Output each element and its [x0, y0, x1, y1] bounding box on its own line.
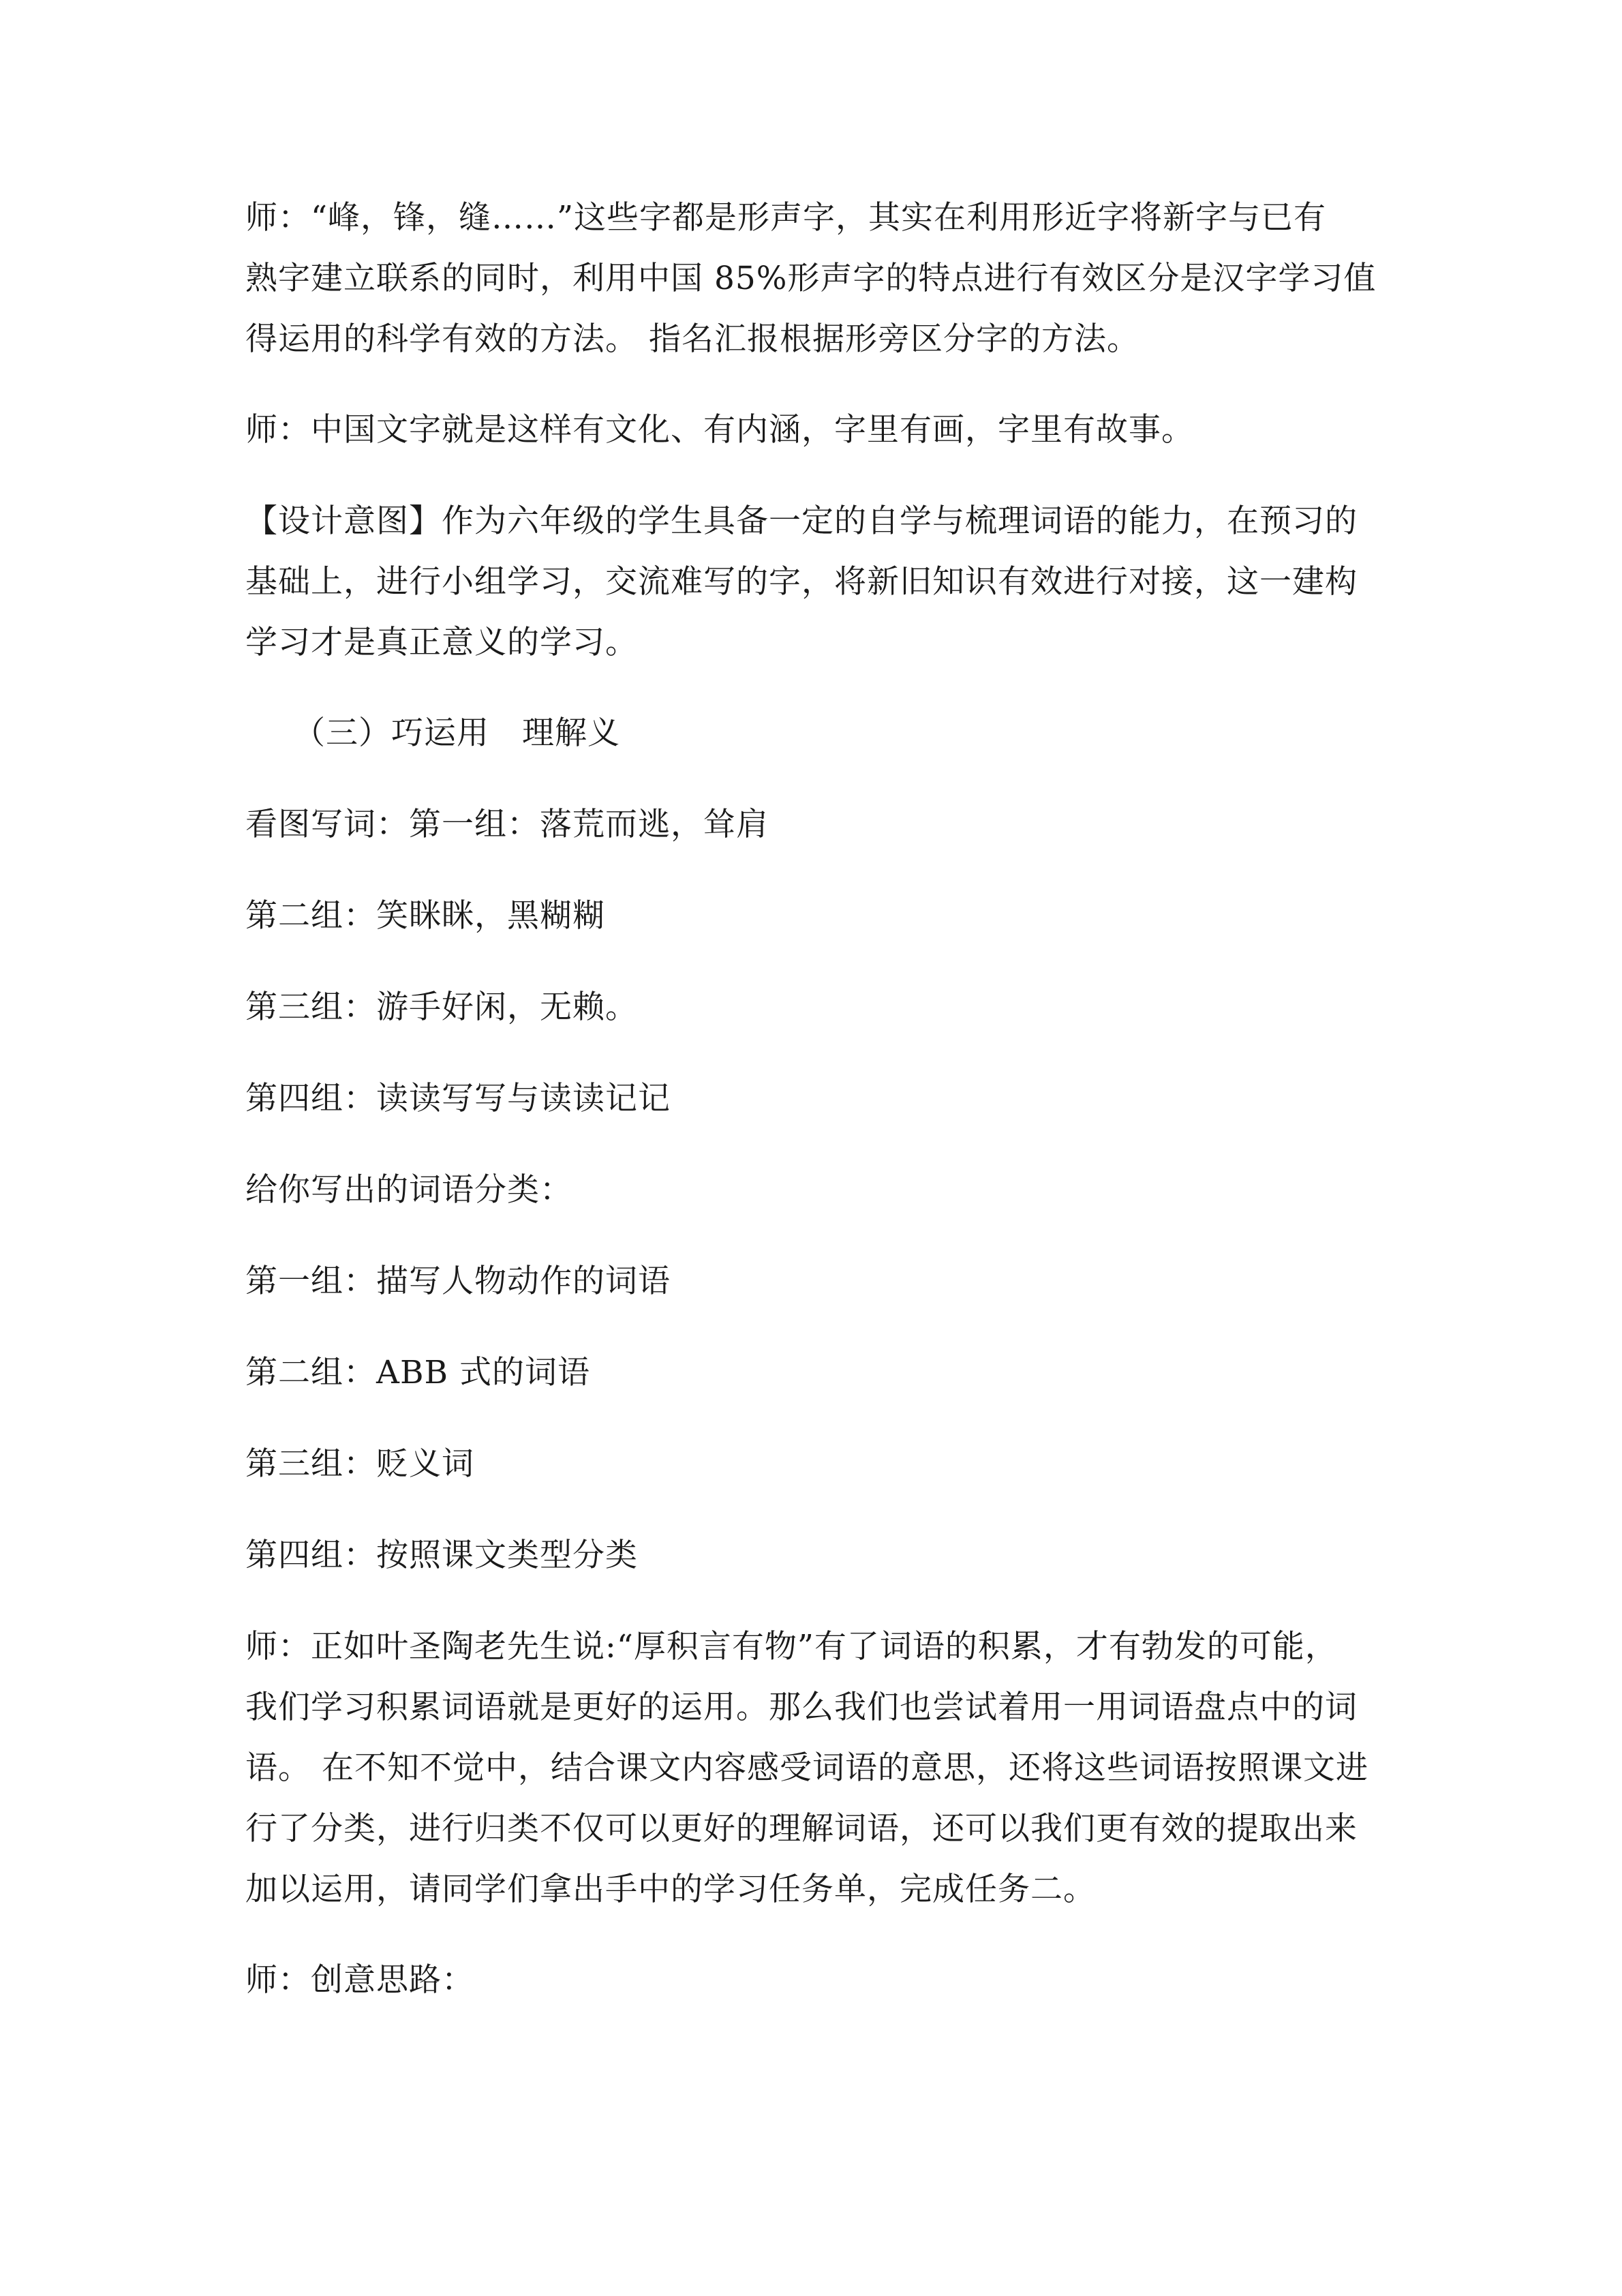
text-line: 【设计意图】作为六年级的学生具备一定的自学与梳理词语的能力，在预习的	[245, 502, 1358, 540]
text-line: 第四组：按照课文类型分类	[245, 1537, 638, 1574]
text-line: 熟字建立联系的同时，利用中国 85%形声字的特点进行有效区分是汉字学习值	[245, 260, 1377, 297]
text-line: 行了分类，进行归类不仅可以更好的理解词语，还可以我们更有效的提取出来	[245, 1810, 1358, 1847]
text-line: 第四组：读读写写与读读记记	[245, 1080, 671, 1117]
text-line: 第二组：ABB 式的词语	[245, 1354, 590, 1391]
text-line: 我们学习积累词语就是更好的运用。那么我们也尝试着用一用词语盘点中的词	[245, 1689, 1358, 1726]
paragraph-picture-words	[245, 794, 1390, 855]
paragraph-teacher-culture	[245, 399, 1390, 460]
paragraph-teacher-creative	[245, 1950, 1390, 2010]
paragraph-teacher-xingsheng	[245, 187, 1390, 369]
text-line: 基础上，进行小组学习，交流难写的字，将新旧知识有效进行对接，这一建构	[245, 563, 1358, 601]
text-line: 师：中国文字就是这样有文化、有内涵，字里有画，字里有故事。	[245, 411, 1194, 449]
paragraph-group-three	[245, 977, 1390, 1038]
text-line: 语。 在不知不觉中，结合课文内容感受词语的意思，还将这些词语按照课文进	[245, 1749, 1368, 1787]
text-line: 第二组：笑眯眯，黑糊糊	[245, 897, 605, 935]
document-body	[245, 187, 1390, 2041]
text-line: 加以运用，请同学们拿出手中的学习任务单，完成任务二。	[245, 1871, 1096, 1908]
paragraph-classify-group-three	[245, 1434, 1390, 1494]
paragraph-classify-group-one	[245, 1251, 1390, 1312]
text-line: （三）巧运用 理解义	[293, 714, 620, 752]
paragraph-teacher-yeshengtao	[245, 1616, 1390, 1920]
paragraph-classify-intro	[245, 1160, 1390, 1220]
text-line: 看图写词：第一组：落荒而逃，耸肩	[245, 806, 769, 843]
paragraph-classify-group-two	[245, 1342, 1390, 1403]
text-line: 师：正如叶圣陶老先生说:“厚积言有物”有了词语的积累，才有勃发的可能，	[245, 1628, 1338, 1665]
paragraph-classify-group-four	[245, 1525, 1390, 1586]
paragraph-group-two	[245, 886, 1390, 946]
text-line: 第一组：描写人物动作的词语	[245, 1263, 671, 1300]
section-heading-three	[245, 703, 1390, 764]
paragraph-group-four	[245, 1068, 1390, 1129]
text-line: 师：创意思路：	[245, 1961, 474, 1999]
text-line: 学习才是真正意义的学习。	[245, 624, 638, 661]
text-line: 师：“峰，锋，缝……”这些字都是形声字，其实在利用形近字将新字与已有	[245, 199, 1327, 237]
text-line: 第三组：贬义词	[245, 1445, 474, 1483]
text-line: 得运用的科学有效的方法。 指名汇报根据形旁区分字的方法。	[245, 320, 1139, 358]
text-line: 第三组：游手好闲，无赖。	[245, 988, 638, 1026]
text-line: 给你写出的词语分类：	[245, 1171, 572, 1209]
paragraph-design-intent	[245, 491, 1390, 673]
